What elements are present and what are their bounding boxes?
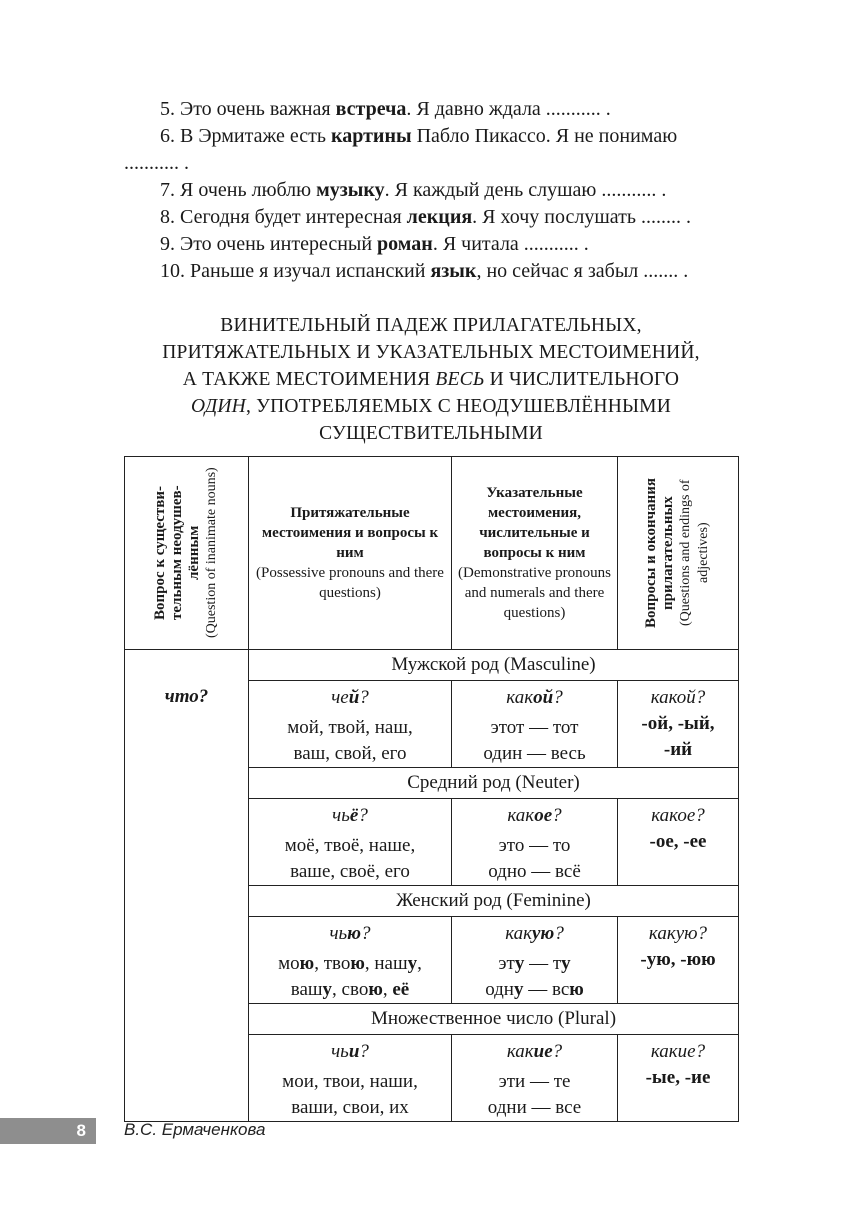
adjective-cell: какие? -ые, -ие — [618, 1035, 739, 1122]
adjective-cell: какое? -ое, -ее — [618, 799, 739, 886]
demonstrative-cell: какой? этот — тот один — весь — [452, 681, 618, 768]
possessive-cell: чей? мой, твой, наш, ваш, свой, его — [249, 681, 452, 768]
header-possessive: Притяжательные местоимения и вопросы к ним (Possessive pronouns and there questions) — [249, 457, 452, 650]
grammar-table — [124, 456, 739, 1122]
gender-label: Средний род (Neuter) — [249, 768, 739, 799]
exercise-item: 9. Это очень интересный роман. Я читала ........... . — [160, 233, 589, 255]
gender-row — [125, 650, 739, 681]
gender-label: Женский род (Feminine) — [249, 886, 739, 917]
possessive-cell: чьи? мои, твои, наши, ваши, свои, их — [249, 1035, 452, 1122]
table-header-row — [125, 457, 739, 650]
adjective-cell: какую? -ую, -юю — [618, 917, 739, 1004]
demonstrative-cell: какое? это — то одно — всё — [452, 799, 618, 886]
gender-label: Мужской род (Masculine) — [249, 650, 739, 681]
page-number: 8 — [0, 1118, 96, 1144]
header-demonstrative: Указательные местоимения, числительные и вопросы к ним (Demonstrative pronouns and numerals and there questions) — [452, 457, 618, 650]
demonstrative-cell: какие? эти — те одни — все — [452, 1035, 618, 1122]
footer-author: В.С. Ермаченкова — [124, 1120, 266, 1139]
exercise-item: 10. Раньше я изучал испанский язык, но сейчас я забыл ....... . — [160, 260, 689, 282]
header-adjective-endings: Вопросы и окончания прилагательных (Questions and endings of adjectives) — [618, 457, 739, 650]
exercise-item: 6. В Эрмитаже есть картины Пабло Пикассо. Я не понимаю — [160, 125, 678, 147]
gender-label: Множественное число (Plural) — [249, 1004, 739, 1035]
possessive-cell: чью? мою, твою, нашу, вашу, свою, её — [249, 917, 452, 1004]
header-inanimate-question: Вопрос к существи-тельным неодушев-лённым (Question of inanimate nouns) — [125, 457, 249, 650]
exercise-item-continuation: ........... . — [124, 152, 189, 174]
section-title: ВИНИТЕЛЬНЫЙ ПАДЕЖ ПРИЛАГАТЕЛЬНЫХ, ПРИТЯЖАТЕЛЬНЫХ И УКАЗАТЕЛЬНЫХ МЕСТОИМЕНИЙ, А ТАКЖЕ МЕСТОИМЕНИЯ ВЕСЬ И ЧИСЛИТЕЛЬНОГО ОДИН, УПОТРЕБЛЯЕМЫХ С НЕОДУШЕВЛЁННЫМИ СУЩЕСТВИТЕЛЬНЫМИ — [162, 315, 700, 444]
row-question: что? — [125, 650, 249, 1122]
demonstrative-cell: какую? эту — ту одну — всю — [452, 917, 618, 1004]
exercise-item: 8. Сегодня будет интересная лекция. Я хочу послушать ........ . — [160, 206, 691, 228]
exercise-item: 7. Я очень люблю музыку. Я каждый день слушаю ........... . — [160, 179, 667, 201]
exercise-item: 5. Это очень важная встреча. Я давно ждала ........... . — [160, 98, 611, 120]
adjective-cell: какой? -ой, -ый, -ий — [618, 681, 739, 768]
possessive-cell: чьё? моё, твоё, наше, ваше, своё, его — [249, 799, 452, 886]
exercise-list — [124, 96, 738, 285]
